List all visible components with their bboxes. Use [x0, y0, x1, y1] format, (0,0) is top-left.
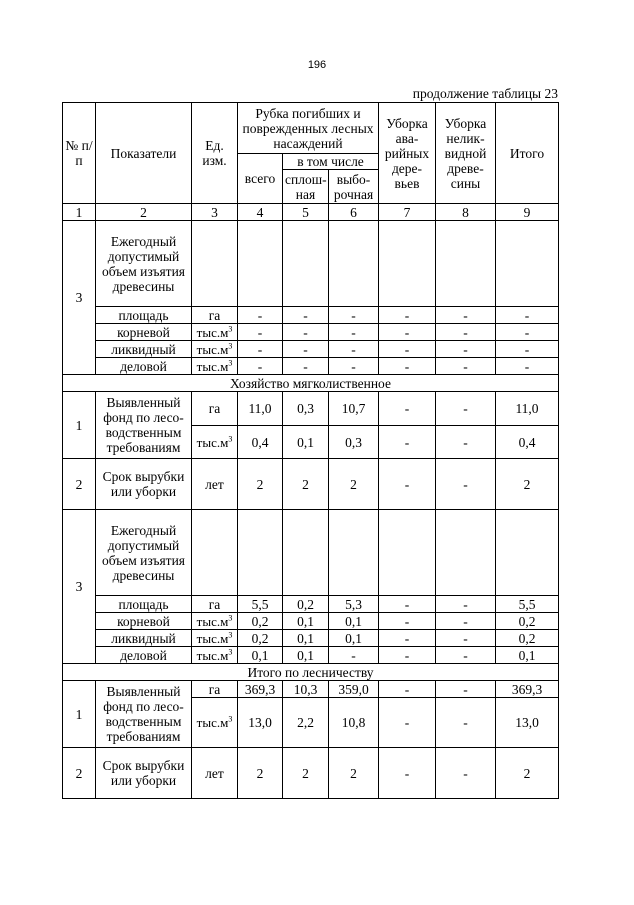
value-cell: 359,0	[329, 681, 379, 698]
value-cell: -	[436, 341, 496, 358]
table-row	[63, 341, 559, 358]
table-row	[63, 681, 559, 698]
value-cell: 2	[283, 459, 329, 510]
header-subgroup: в том числе	[283, 154, 379, 170]
value-cell: 0,2	[283, 596, 329, 613]
row-num: 3	[63, 510, 96, 664]
table-row	[63, 613, 559, 630]
header-clear: сплош-ная	[283, 170, 329, 204]
col-number: 3	[192, 204, 238, 221]
row-label: деловой	[96, 358, 192, 375]
value-cell: 11,0	[496, 392, 559, 426]
value-cell: -	[238, 341, 283, 358]
value-cell: -	[379, 324, 436, 341]
row-label: Срок вырубки или уборки	[96, 459, 192, 510]
value-cell: 10,7	[329, 392, 379, 426]
value-cell: -	[436, 426, 496, 459]
value-cell: -	[238, 324, 283, 341]
table-caption: продолжение таблицы 23	[412, 86, 558, 101]
header-indicators: Показатели	[96, 103, 192, 204]
table-row	[63, 510, 559, 596]
value-cell: 13,0	[496, 698, 559, 748]
value-cell: 0,1	[283, 613, 329, 630]
col-number: 7	[379, 204, 436, 221]
header-group: Рубка погибших и поврежденных лесных насаждений	[238, 103, 379, 154]
value-cell: -	[496, 341, 559, 358]
value-cell: -	[496, 324, 559, 341]
value-cell: 0,3	[329, 426, 379, 459]
row-label: корневой	[96, 324, 192, 341]
value-cell: -	[379, 698, 436, 748]
value-cell: 2	[283, 748, 329, 799]
row-label: ликвидный	[96, 341, 192, 358]
unit-cell: $тыс.м^3$	[192, 647, 238, 664]
unit-cell: га	[192, 307, 238, 324]
unit-cell: га	[192, 681, 238, 698]
value-cell: 2	[329, 459, 379, 510]
table-row	[63, 748, 559, 799]
unit-cell: га	[192, 392, 238, 426]
unit-cell: лет	[192, 748, 238, 799]
value-cell: -	[436, 748, 496, 799]
value-cell: -	[436, 392, 496, 426]
col-number: 6	[329, 204, 379, 221]
row-num: 2	[63, 748, 96, 799]
value-cell: -	[329, 307, 379, 324]
value-cell: -	[436, 681, 496, 698]
table-row	[63, 647, 559, 664]
value-cell: -	[379, 681, 436, 698]
value-cell: 10,8	[329, 698, 379, 748]
value-cell: -	[329, 358, 379, 375]
value-cell: 0,1	[329, 630, 379, 647]
section-soft-leaved: Хозяйство мягколиственное	[63, 375, 559, 392]
row-label: деловой	[96, 647, 192, 664]
header-num: № п/п	[63, 103, 96, 204]
header-unit: Ед. изм.	[192, 103, 238, 204]
value-cell: -	[379, 392, 436, 426]
page-number: 196	[307, 59, 327, 71]
value-cell: -	[436, 459, 496, 510]
value-cell: -	[379, 613, 436, 630]
value-cell: 2	[238, 459, 283, 510]
value-cell: -	[436, 307, 496, 324]
value-cell: -	[436, 630, 496, 647]
header-illiquid: Уборка нелик-видной древе-сины	[436, 103, 496, 204]
unit-cell: $тыс.м^3$	[192, 358, 238, 375]
unit-cell: $тыс.м^3$	[192, 426, 238, 459]
row-label: Срок вырубки или уборки	[96, 748, 192, 799]
value-cell: 369,3	[238, 681, 283, 698]
value-cell: 2	[238, 748, 283, 799]
value-cell: 369,3	[496, 681, 559, 698]
value-cell: 0,4	[238, 426, 283, 459]
table-row	[63, 358, 559, 375]
row-label: корневой	[96, 613, 192, 630]
value-cell: -	[379, 341, 436, 358]
table-row	[63, 221, 559, 307]
value-cell: -	[329, 341, 379, 358]
value-cell: -	[379, 596, 436, 613]
value-cell: -	[283, 358, 329, 375]
value-cell: 5,3	[329, 596, 379, 613]
col-number: 1	[63, 204, 96, 221]
value-cell: 2,2	[283, 698, 329, 748]
value-cell: -	[436, 358, 496, 375]
row-label: площадь	[96, 596, 192, 613]
value-cell: 0,1	[283, 630, 329, 647]
col-number: 9	[496, 204, 559, 221]
table-row	[63, 307, 559, 324]
col-number: 2	[96, 204, 192, 221]
header-all: всего	[238, 154, 283, 204]
unit-cell: $тыс.м^3$	[192, 698, 238, 748]
value-cell: -	[283, 324, 329, 341]
table-row	[63, 630, 559, 647]
value-cell: -	[436, 698, 496, 748]
col-number-row	[63, 204, 559, 221]
value-cell: 0,2	[238, 613, 283, 630]
value-cell: -	[379, 426, 436, 459]
value-cell: 0,1	[238, 647, 283, 664]
row-num: 3	[63, 221, 96, 375]
row-label: Ежегодный допустимый объем изъятия древесины	[96, 221, 192, 307]
value-cell: -	[379, 647, 436, 664]
value-cell: 0,1	[283, 426, 329, 459]
value-cell: 0,1	[283, 647, 329, 664]
value-cell: -	[283, 307, 329, 324]
value-cell: -	[329, 324, 379, 341]
value-cell: -	[379, 459, 436, 510]
value-cell: 2	[329, 748, 379, 799]
value-cell: 2	[496, 459, 559, 510]
col-number: 4	[238, 204, 283, 221]
header-emergency: Уборка ава-рийных дере-вьев	[379, 103, 436, 204]
value-cell: 0,3	[283, 392, 329, 426]
value-cell: 0,2	[238, 630, 283, 647]
value-cell: 10,3	[283, 681, 329, 698]
value-cell: -	[436, 647, 496, 664]
value-cell: -	[496, 307, 559, 324]
row-label: ликвидный	[96, 630, 192, 647]
value-cell: -	[436, 596, 496, 613]
value-cell: 0,2	[496, 613, 559, 630]
value-cell: 5,5	[238, 596, 283, 613]
table-row	[63, 324, 559, 341]
value-cell: -	[283, 341, 329, 358]
unit-cell: $тыс.м^3$	[192, 324, 238, 341]
row-label: Выявленный фонд по лесо-водственным требованиям	[96, 681, 192, 748]
unit-cell: лет	[192, 459, 238, 510]
value-cell: 2	[496, 748, 559, 799]
forest-table	[62, 102, 559, 799]
unit-cell: $тыс.м^3$	[192, 613, 238, 630]
value-cell: -	[379, 630, 436, 647]
unit-cell: $тыс.м^3$	[192, 341, 238, 358]
value-cell: 13,0	[238, 698, 283, 748]
value-cell: 11,0	[238, 392, 283, 426]
col-number: 5	[283, 204, 329, 221]
row-label: площадь	[96, 307, 192, 324]
value-cell: -	[379, 307, 436, 324]
section-total: Итого по лесничеству	[63, 664, 559, 681]
value-cell: 0,2	[496, 630, 559, 647]
value-cell: -	[496, 358, 559, 375]
row-num: 1	[63, 392, 96, 459]
value-cell: 0,4	[496, 426, 559, 459]
row-num: 2	[63, 459, 96, 510]
row-label: Ежегодный допустимый объем изъятия древесины	[96, 510, 192, 596]
value-cell: -	[379, 748, 436, 799]
value-cell: 5,5	[496, 596, 559, 613]
value-cell: -	[238, 358, 283, 375]
value-cell: -	[436, 613, 496, 630]
value-cell: -	[329, 647, 379, 664]
value-cell: 0,1	[496, 647, 559, 664]
header-selective: выбо-рочная	[329, 170, 379, 204]
value-cell: -	[379, 358, 436, 375]
col-number: 8	[436, 204, 496, 221]
value-cell: 0,1	[329, 613, 379, 630]
table-row	[63, 392, 559, 426]
unit-cell: га	[192, 596, 238, 613]
row-label: Выявленный фонд по лесо-водственным требованиям	[96, 392, 192, 459]
header-total: Итого	[496, 103, 559, 204]
value-cell: -	[238, 307, 283, 324]
table-row	[63, 459, 559, 510]
row-num: 1	[63, 681, 96, 748]
value-cell: -	[436, 324, 496, 341]
unit-cell: $тыс.м^3$	[192, 630, 238, 647]
table-row	[63, 596, 559, 613]
